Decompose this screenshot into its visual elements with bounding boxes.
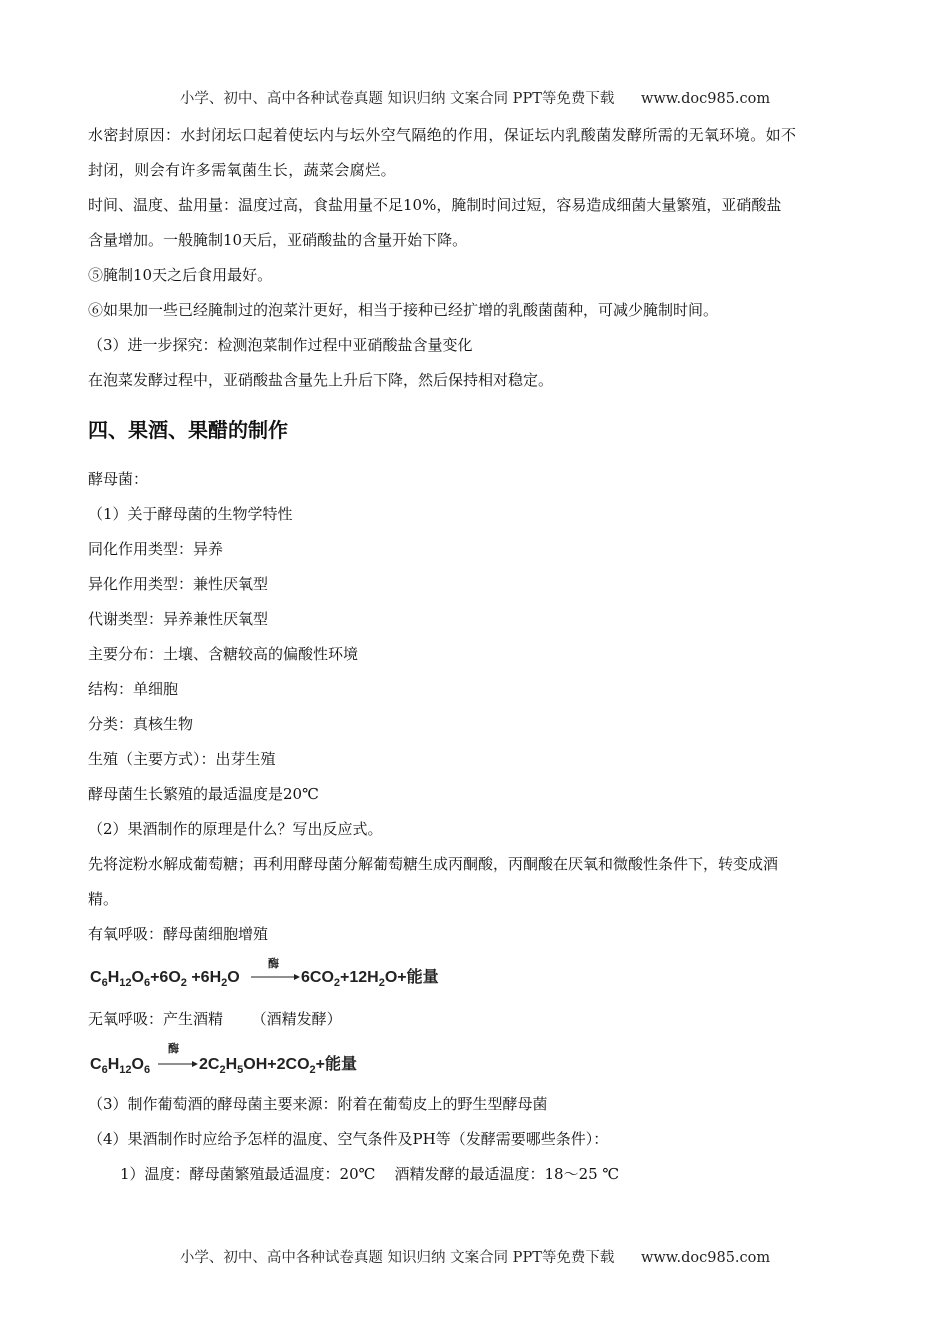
header-url[interactable]: www.doc985.com [640, 91, 771, 107]
eq-token: 6CO [301, 969, 334, 986]
eq-token: O [131, 969, 144, 986]
paragraph: （4）果酒制作时应给予怎样的温度、空气条件及PH等（发酵需要哪些条件）： [88, 1130, 609, 1148]
arrow-head-icon [192, 1061, 198, 1067]
eq-subscript: 2 [333, 977, 341, 989]
eq-token: H [107, 1056, 120, 1073]
paragraph: 主要分布：土壤、含糖较高的偏酸性环境 [88, 645, 359, 663]
eq-token: +12H [340, 969, 379, 986]
eq-token: +6H [186, 969, 222, 986]
eq-subscript: 12 [119, 977, 132, 989]
eq-subscript: 2 [309, 1064, 316, 1076]
eq-subscript: 2 [180, 977, 187, 989]
section-title: 四、果酒、果醋的制作 [88, 418, 288, 442]
eq-subscript: 6 [143, 977, 151, 989]
paragraph: ⑤腌制10天之后食用最好。 [88, 266, 273, 284]
paragraph: （1）关于酵母菌的生物学特性 [88, 505, 293, 523]
paragraph: 封闭，则会有许多需氧菌生长，蔬菜会腐烂。 [88, 161, 397, 179]
paragraph: 同化作用类型：异养 [88, 540, 224, 558]
page-header [0, 87, 950, 108]
paragraph: 含量增加。一般腌制10天后，亚硝酸盐的含量开始下降。 [88, 231, 468, 249]
svg-text:C6H12O6 [90, 1056, 150, 1076]
svg-text:C6H12O6+6O2 +6H2O [90, 969, 240, 989]
eq-token: +能量 [315, 1056, 357, 1073]
eq-subscript: 6 [101, 977, 108, 989]
paragraph: （3）进一步探究：检测泡菜制作过程中亚硝酸盐含量变化 [88, 336, 473, 354]
eq-subscript: 6 [143, 1064, 151, 1076]
eq-token: O+能量 [384, 969, 439, 986]
svg-text:2C2H5OH+2CO2+能量 [199, 1054, 357, 1076]
page-footer [0, 1246, 950, 1267]
eq-subscript: 5 [237, 1064, 244, 1076]
svg-text:6CO2+12H2O+能量 [301, 967, 439, 989]
paragraph: 代谢类型：异养兼性厌氧型 [88, 610, 269, 628]
eq-token: O [131, 1056, 144, 1073]
eq-subscript: 12 [119, 1064, 132, 1076]
eq-token: OH+2CO [243, 1056, 310, 1073]
equation-graphic [88, 952, 488, 1002]
arrow-head-icon [294, 974, 300, 980]
footer-text: 小学、初中、高中各种试卷真题 知识归纳 文案合同 PPT等免费下载 [179, 1250, 615, 1266]
paragraph: 异化作用类型：兼性厌氧型 [88, 575, 269, 593]
paragraph: 先将淀粉水解成葡萄糖；再利用酵母菌分解葡萄糖生成丙酮酸，丙酮酸在厌氧和微酸性条件下，转变成酒 [88, 855, 779, 873]
paragraph: 生殖（主要方式）：出芽生殖 [88, 750, 276, 768]
aerobic-respiration-equation [88, 952, 868, 1002]
eq-subscript: 2 [221, 977, 228, 989]
paragraph: 酵母菌： [88, 470, 149, 488]
eq-token: C [90, 1056, 102, 1073]
paragraph: 分类：真核生物 [88, 715, 194, 733]
paragraph: 有氧呼吸：酵母菌细胞增殖 [88, 925, 269, 943]
document-body [88, 118, 868, 1192]
paragraph: 酵母菌生长繁殖的最适温度是20℃ [88, 785, 319, 803]
paragraph: （2）果酒制作的原理是什么？写出反应式。 [88, 820, 383, 838]
equation-graphic [88, 1037, 408, 1087]
eq-token: H [107, 969, 120, 986]
paragraph: 在泡菜发酵过程中，亚硝酸盐含量先上升后下降，然后保持相对稳定。 [88, 371, 554, 389]
eq-token: 2C [199, 1056, 220, 1073]
paragraph: 水密封原因：水封闭坛口起着使坛内与坛外空气隔绝的作用，保证坛内乳酸菌发酵所需的无氧环境。如不 [88, 126, 797, 144]
paragraph: （3）制作葡萄酒的酵母菌主要来源：附着在葡萄皮上的野生型酵母菌 [88, 1095, 548, 1113]
paragraph: ⑥如果加一些已经腌制过的泡菜汁更好，相当于接种已经扩增的乳酸菌菌种，可减少腌制时间。 [88, 301, 719, 319]
footer-url[interactable]: www.doc985.com [640, 1250, 771, 1266]
enzyme-label: 酶 [168, 1042, 179, 1055]
paragraph: 时间、温度、盐用量：温度过高，食盐用量不足10%，腌制时间过短，容易造成细菌大量繁殖，亚硝酸盐 [88, 196, 782, 214]
eq-token: +6O [150, 969, 181, 986]
eq-token: H [225, 1056, 238, 1073]
paragraph: 无氧呼吸：产生酒精 （酒精发酵） [88, 1010, 342, 1028]
eq-subscript: 6 [101, 1064, 108, 1076]
eq-token: O [227, 969, 240, 986]
eq-token: C [90, 969, 102, 986]
enzyme-label: 酶 [268, 957, 279, 970]
anaerobic-respiration-equation [88, 1037, 868, 1087]
header-text: 小学、初中、高中各种试卷真题 知识归纳 文案合同 PPT等免费下载 [179, 91, 615, 107]
eq-subscript: 2 [219, 1064, 226, 1076]
eq-subscript: 2 [378, 977, 385, 989]
paragraph: 结构：单细胞 [88, 680, 179, 698]
paragraph: 精。 [88, 890, 119, 908]
paragraph: 1）温度：酵母菌繁殖最适温度：20℃ 酒精发酵的最适温度：18～25 ℃ [120, 1165, 620, 1183]
